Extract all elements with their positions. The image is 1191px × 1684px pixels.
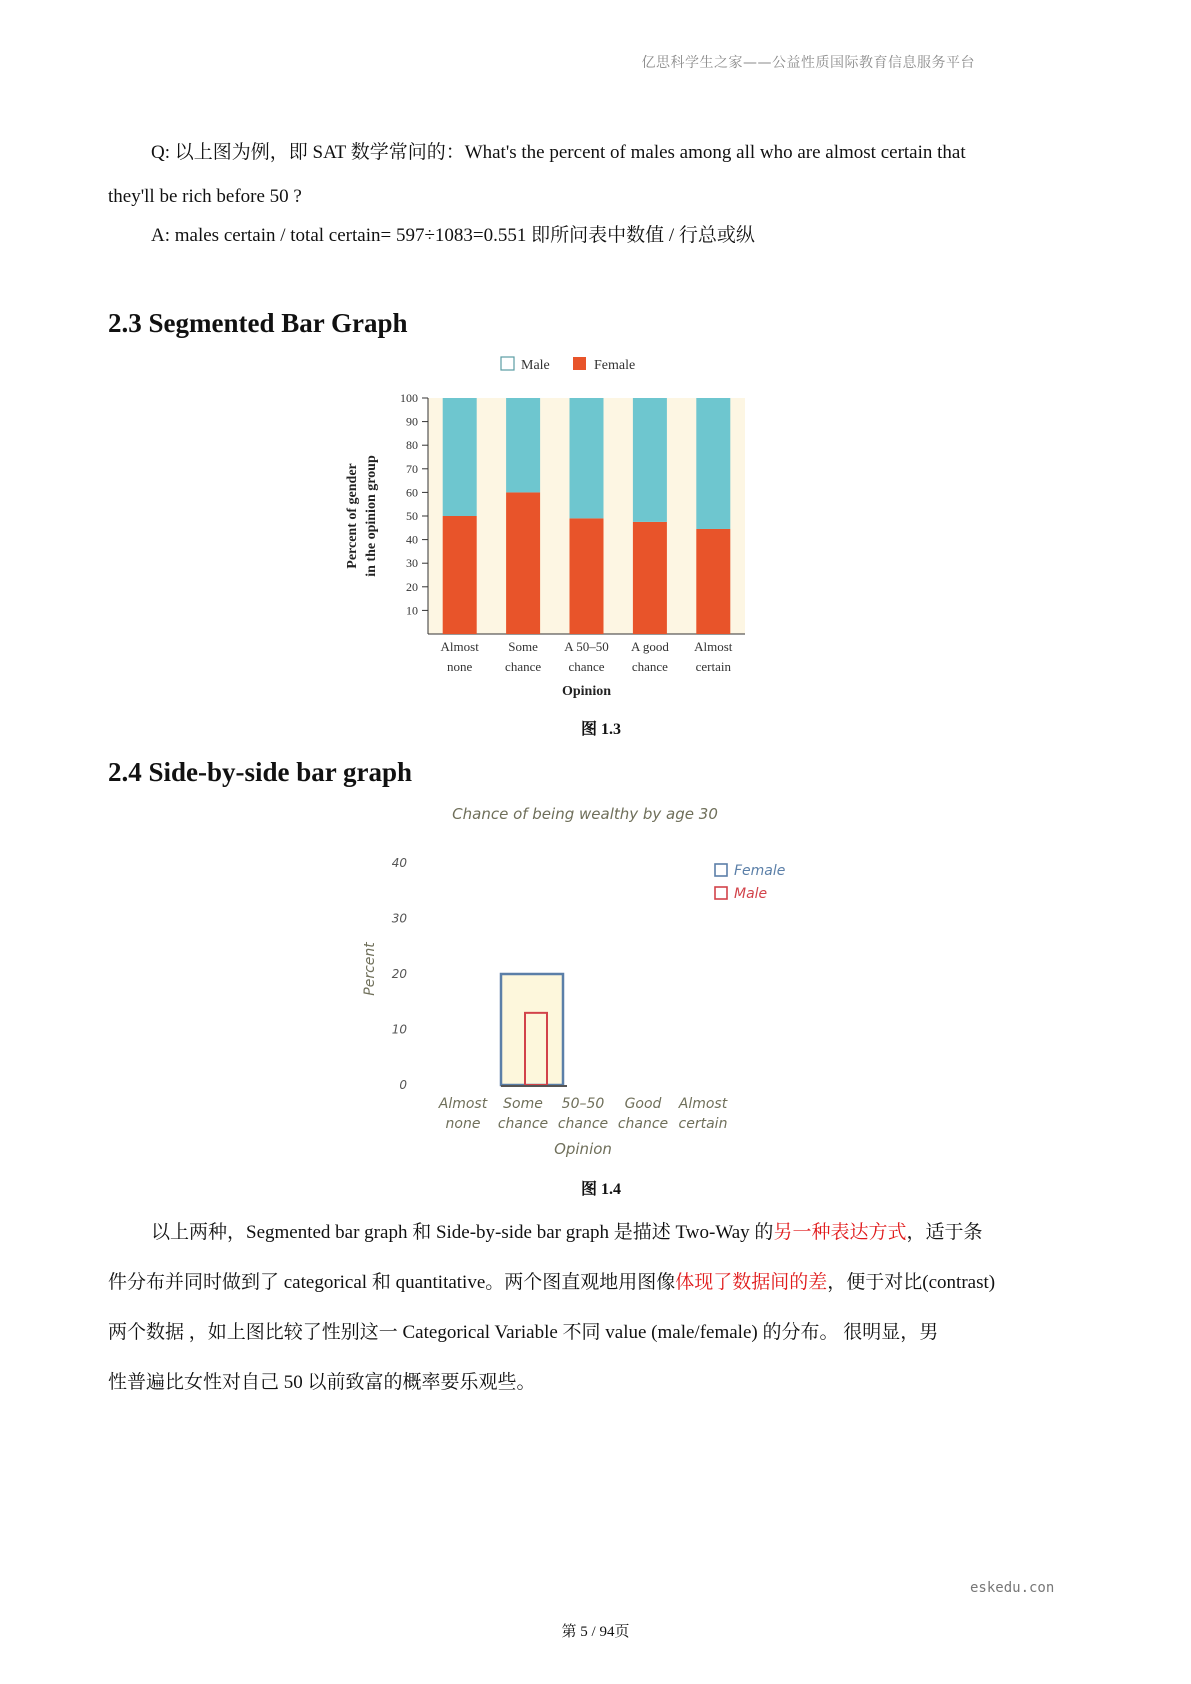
y-tick-label: 10 bbox=[406, 603, 418, 618]
body-text: ，便于对比(contrast) bbox=[827, 1272, 996, 1293]
bar-segment-male bbox=[633, 398, 667, 522]
x-tick-label-line-1: Almost bbox=[438, 1096, 488, 1112]
body-text: 件分布并同时做到了 categorical 和 quantitative。两个图直观地用图像 bbox=[108, 1272, 676, 1293]
legend-swatch-male bbox=[501, 357, 514, 370]
body-text: ，适于条 bbox=[906, 1222, 983, 1243]
y-tick-label: 80 bbox=[406, 438, 418, 453]
y-tick-label: 20 bbox=[406, 579, 418, 594]
bar-female bbox=[501, 974, 563, 1085]
page-header-title: 亿思科学生之家——公益性质国际教育信息服务平台 bbox=[641, 55, 975, 71]
x-tick-label-line-2: chance bbox=[557, 1116, 609, 1132]
x-tick-label-line-2: none bbox=[445, 1116, 481, 1132]
legend-swatch-male bbox=[715, 887, 727, 899]
body-paragraph-line-2 bbox=[108, 1272, 1100, 1295]
bar-segment-male bbox=[570, 398, 604, 518]
x-tick-label-line-1: Some bbox=[503, 1096, 543, 1112]
x-tick-label-line-1: Almost bbox=[440, 639, 479, 654]
section-heading-side-by-side: 2.4 Side-by-side bar graph bbox=[108, 757, 413, 787]
x-tick-label-line-1: Almost bbox=[678, 1096, 728, 1112]
x-tick-label-line-1: Some bbox=[508, 639, 538, 654]
body-paragraph-line-1 bbox=[108, 1222, 1100, 1245]
y-axis-label-line-1: Percent of gender bbox=[345, 463, 360, 569]
legend-label-female: Female bbox=[734, 863, 786, 879]
y-tick-label: 70 bbox=[406, 461, 418, 476]
figure-caption-1-3: 图 1.3 bbox=[580, 721, 621, 738]
y-tick-label: 40 bbox=[391, 856, 407, 870]
x-tick-label-line-1: A 50–50 bbox=[564, 639, 609, 654]
bar-segment-female bbox=[696, 529, 730, 634]
legend-label-female: Female bbox=[594, 358, 636, 373]
body-paragraph-line-3: 两个数据 ，如上图比较了性别这一 Categorical Variable 不同 value (male/female) 的分布。 很明显，男 bbox=[108, 1322, 939, 1343]
legend-label-male: Male bbox=[521, 358, 550, 373]
x-tick-label-line-2: chance bbox=[497, 1116, 549, 1132]
y-tick-label: 50 bbox=[406, 509, 418, 523]
legend-swatch-female bbox=[573, 357, 586, 370]
figure-caption-1-4: 图 1.4 bbox=[580, 1181, 621, 1198]
x-tick-label-line-2: chance bbox=[631, 659, 668, 674]
bar-segment-male bbox=[506, 398, 540, 492]
x-tick-label-line-2: none bbox=[447, 659, 473, 674]
x-tick-label-line-2: chance bbox=[568, 659, 605, 674]
x-tick-label-line-2: certain bbox=[678, 1116, 728, 1132]
x-tick-label-line-1: A good bbox=[630, 639, 669, 654]
question-line-1: Q: 以上图为例，即 SAT 数学常问的：What's the percent of males among all who are almost certain that bbox=[151, 142, 966, 163]
y-tick-label: 100 bbox=[400, 391, 418, 405]
x-tick-label-line-1: Almost bbox=[694, 639, 733, 654]
legend-label-male: Male bbox=[734, 886, 768, 902]
legend-swatch-female bbox=[715, 864, 727, 876]
x-tick-label-line-2: chance bbox=[505, 659, 542, 674]
bar-segment-female bbox=[570, 518, 604, 634]
y-tick-label: 60 bbox=[406, 485, 418, 500]
x-tick-label-line-1: Good bbox=[624, 1096, 662, 1112]
highlight-text: 体现了数据间的差 bbox=[675, 1272, 828, 1293]
x-axis-label: Opinion bbox=[561, 684, 612, 699]
y-tick-label: 0 bbox=[399, 1078, 407, 1092]
body-paragraph-line-4: 性普遍比女性对自己 50 以前致富的概率要乐观些。 bbox=[108, 1372, 536, 1393]
y-tick-label: 10 bbox=[391, 1022, 407, 1037]
page-number: 第 5 / 94页 bbox=[561, 1624, 630, 1640]
y-tick-label: 30 bbox=[406, 556, 418, 571]
answer-line: A: males certain / total certain= 597÷1083=0.551 即所问表中数值 / 行总或纵 bbox=[151, 225, 755, 246]
x-tick-label-line-2: chance bbox=[617, 1116, 669, 1132]
question-line-2: they'll be rich before 50 ? bbox=[108, 186, 302, 207]
chart-title: Chance of being wealthy by age 30 bbox=[452, 805, 718, 823]
y-tick-label: 40 bbox=[406, 532, 418, 547]
bar-segment-male bbox=[443, 398, 477, 516]
x-tick-label-line-1: 50–50 bbox=[561, 1096, 605, 1112]
highlight-text: 另一种表达方式 bbox=[773, 1222, 907, 1243]
section-heading-segmented: 2.3 Segmented Bar Graph bbox=[108, 308, 408, 338]
bar-segment-male bbox=[696, 398, 730, 529]
y-axis-label-line-2: in the opinion group bbox=[364, 455, 379, 577]
bar-segment-female bbox=[633, 522, 667, 634]
y-tick-label: 90 bbox=[406, 414, 418, 429]
side-by-side-bar-chart bbox=[350, 795, 820, 1175]
bar-segment-female bbox=[443, 516, 477, 634]
x-axis-label: Opinion bbox=[554, 1140, 612, 1158]
bar-segment-female bbox=[506, 492, 540, 634]
body-text: 以上两种，Segmented bar graph 和 Side-by-side bar graph 是描述 Two-Way 的 bbox=[151, 1222, 774, 1243]
footer-site-text: eskedu.con bbox=[970, 1580, 1055, 1596]
y-tick-label: 20 bbox=[391, 967, 407, 981]
y-tick-label: 30 bbox=[391, 911, 407, 926]
x-tick-label-line-2: certain bbox=[695, 659, 731, 674]
y-axis-label: Percent bbox=[362, 942, 378, 996]
segmented-bar-chart bbox=[330, 345, 810, 710]
